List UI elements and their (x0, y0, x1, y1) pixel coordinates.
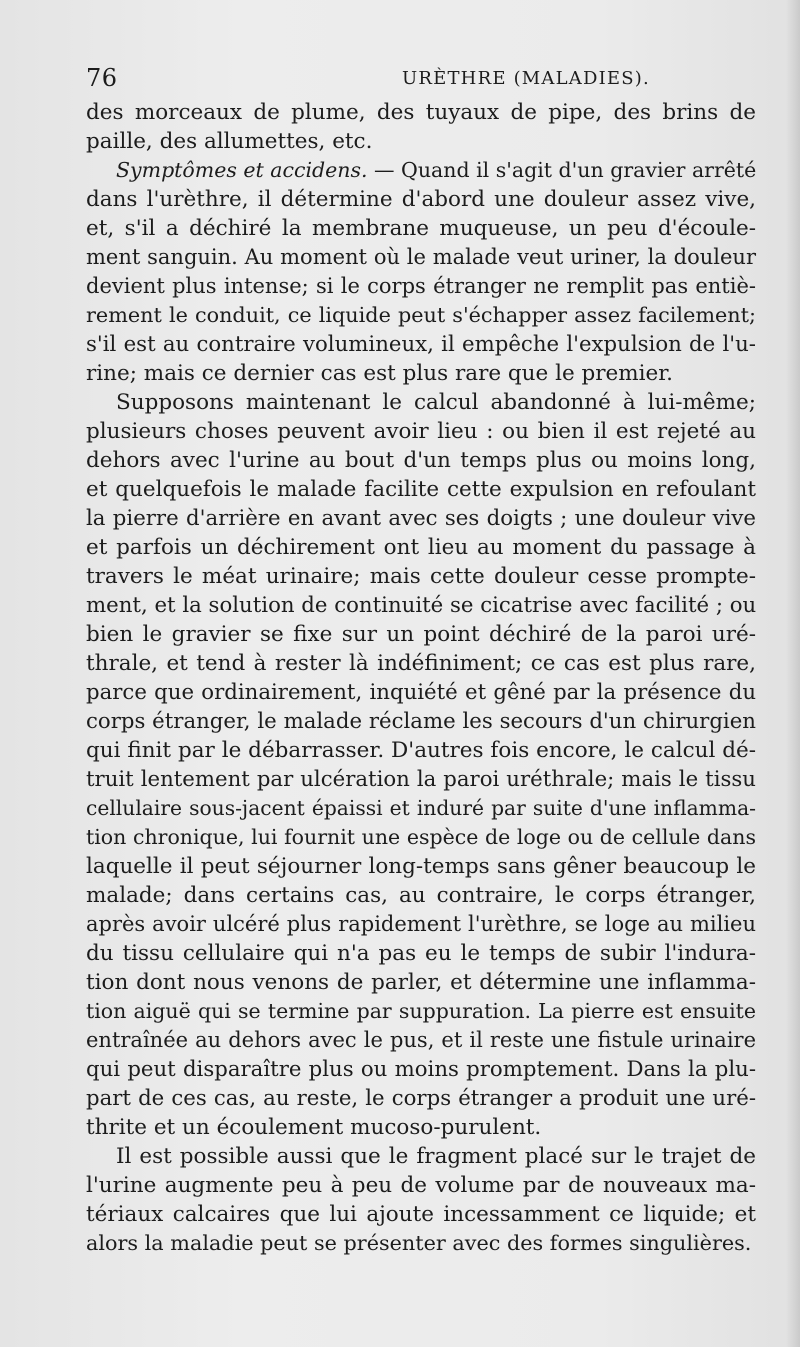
text-line: après avoir ulcéré plus rapidement l'urèthre, se loge au milieu (86, 912, 756, 936)
text-line: Il est possible aussi que le fragment placé sur le trajet de (116, 1144, 756, 1169)
text-line: devient plus intense; si le corps étranger ne remplit pas entiè- (86, 274, 756, 298)
text-line: laquelle il peut séjourner long-temps sans gêner beaucoup le (86, 854, 756, 879)
text-line: du tissu cellulaire qui n'a pas eu le temps de subir l'indura- (86, 941, 756, 966)
text-line: Supposons maintenant le calcul abandonné à lui-même; (116, 390, 756, 415)
text-line: paille, des allumettes, etc. (86, 129, 373, 154)
text-line: ment, et la solution de continuité se cicatrise avec facilité ; ou (86, 593, 757, 618)
text-line: travers le méat urinaire; mais cette douleur cesse prompte- (86, 564, 756, 589)
text-line: dans l'urèthre, il détermine d'abord une douleur assez vive, (86, 187, 756, 212)
text-line: tion aiguë qui se termine par suppuration. La pierre est ensuite (86, 999, 756, 1023)
page-header (86, 64, 756, 98)
text-line: corps étranger, le malade réclame les secours d'un chirurgien (86, 709, 756, 734)
section-heading: Symptômes et accidens. (116, 158, 368, 182)
text-line: alors la maladie peut se présenter avec des formes singulières. (86, 1231, 752, 1255)
text-line: s'il est au contraire volumineux, il empêche l'expulsion de l'u- (86, 332, 756, 357)
text-line: parce que ordinairement, inquiété et gêné par la présence du (86, 680, 756, 705)
text-line: thrite et un écoulement mucoso-purulent. (86, 1115, 542, 1140)
text-line: et, s'il a déchiré la membrane muqueuse, un peu d'écoule- (86, 216, 756, 241)
text-line: dehors avec l'urine au bout d'un temps plus ou moins long, (86, 448, 756, 473)
text-line: des morceaux de plume, des tuyaux de pipe, des brins de (86, 100, 756, 125)
text-line: malade; dans certains cas, au contraire, le corps étranger, (86, 883, 756, 908)
page-number: 76 (86, 64, 118, 92)
text-line: bien le gravier se fixe sur un point déchiré de la paroi uré- (86, 622, 756, 647)
paragraph (86, 156, 756, 388)
text-line: rement le conduit, ce liquide peut s'échapper assez facilement; (86, 303, 756, 327)
paragraph (86, 388, 756, 1142)
body-text (86, 98, 756, 1258)
text-line: part de ces cas, au reste, le corps étranger a produit une uré- (86, 1086, 756, 1111)
text-line: rine; mais ce dernier cas est plus rare que le premier. (86, 361, 674, 386)
text-line: thrale, et tend à rester là indéfiniment; ce cas est plus rare, (86, 651, 756, 676)
text-line (86, 156, 756, 185)
text-line: tériaux calcaires que lui ajoute incessamment ce liquide; et (86, 1202, 756, 1227)
running-head: URÈTHRE (MALADIES). (402, 68, 650, 89)
text-line: entraînée au dehors avec le pus, et il reste une fistule urinaire (86, 1028, 756, 1052)
text-line: tion dont nous venons de parler, et détermine une inflamma- (86, 970, 756, 995)
text-line: qui peut disparaître plus ou moins promptement. Dans la plu- (86, 1057, 756, 1082)
page-edge-shadow (786, 0, 800, 1347)
text-line: tion chronique, lui fournit une espèce de loge ou de cellule dans (86, 825, 756, 849)
text-line: et parfois un déchirement ont lieu au moment du passage à (86, 535, 756, 560)
paragraph (86, 98, 756, 156)
text-run: — Quand il s'agit d'un gravier arrêté (367, 158, 757, 182)
text-line: l'urine augmente peu à peu de volume par de nouveaux ma- (86, 1173, 756, 1198)
text-line: et quelquefois le malade facilite cette expulsion en refoulant (86, 477, 756, 502)
text-line: cellulaire sous-jacent épaissi et induré par suite d'une inflamma- (86, 796, 756, 820)
text-line: truit lentement par ulcération la paroi uréthrale; mais le tissu (86, 767, 756, 792)
text-line: qui finit par le débarrasser. D'autres fois encore, le calcul dé- (86, 738, 756, 763)
text-line: la pierre d'arrière en avant avec ses doigts ; une douleur vive (86, 506, 756, 531)
text-line: plusieurs choses peuvent avoir lieu : ou bien il est rejeté au (86, 419, 756, 444)
text-line: ment sanguin. Au moment où le malade veut uriner, la douleur (86, 245, 756, 269)
paragraph (86, 1142, 756, 1258)
